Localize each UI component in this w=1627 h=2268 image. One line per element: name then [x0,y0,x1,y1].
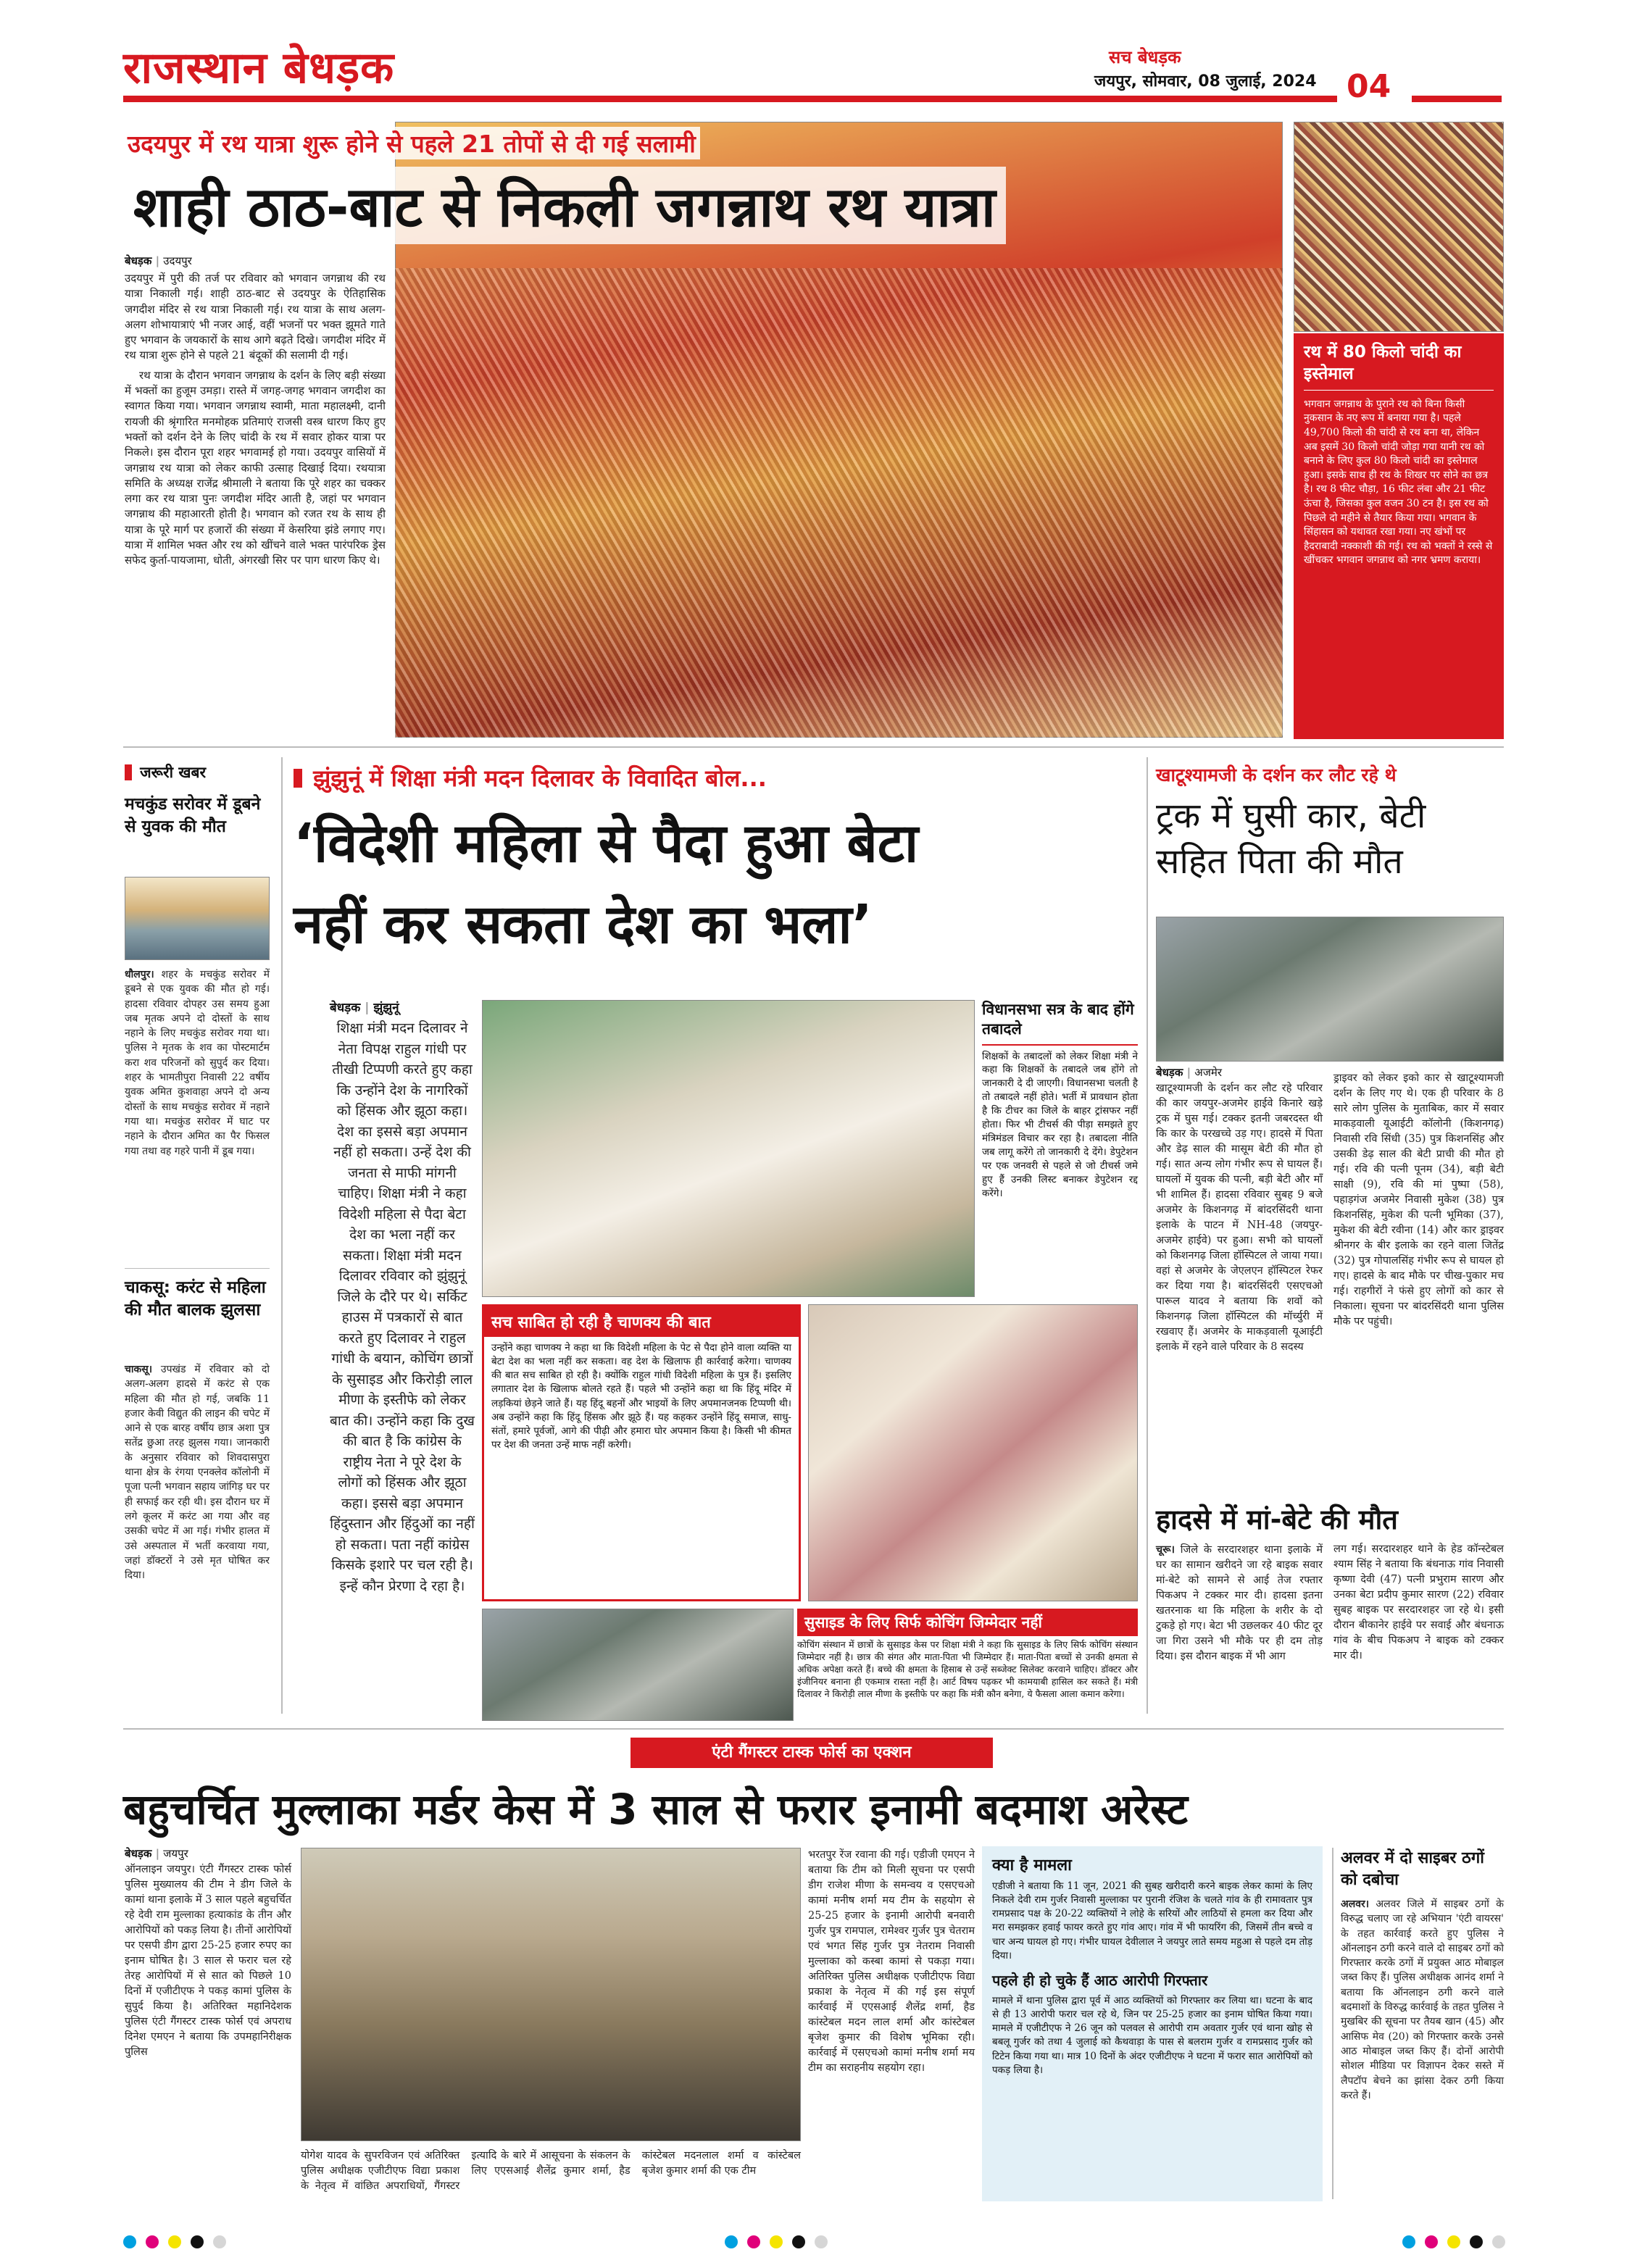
print-dots-center [725,2235,833,2251]
center-box2-text: उन्होंने कहा चाणक्य ने कहा था कि विदेशी महिला के पेट से पैदा होने वाला व्यक्ति या बेटा देश का भला नहीं कर सकता। वह देश के खिलाफ ही कार्रवाई करेगा। चाणक्य की बात सच साबित हो रही है। क्योंकि राहुल गांधी विदेशी महिला के पुत्र हैं। इसलिए लगातार देश के खिलाफ बोलते रहते हैं। पहले भी उन्होंने कहा था कि हिंदू मंदिर में लड़कियां छेड़ने जाते हैं। यह हिंदू बहनों और भाइयों के लिए अपमानजनक टिप्पणी थी। अब उन्होंने कहा कि हिंदू हिंसक और झूठे हैं। यह कहकर उन्होंने हिंदू समाज, साधु-संतों, हमारे पूर्वजों, आगे की पीढ़ी और हमारा घोर अपमान किया है। किसी भी कीमत पर देश की जनता उन्हें माफ नहीं करेगी। [491,1342,791,1451]
print-dot-yellow [168,2235,181,2248]
lead-body-para-1: उदयपुर में पुरी की तर्ज पर रविवार को भगवान जगन्नाथ की रथ यात्रा निकाली गई। शाही ठाठ-बाट से उदयपुर के ऐतिहासिक जगदीश मंदिर से रथ यात्रा निकाली गई। रथ यात्रा के साथ अलग-अलग शोभायात्राएं भी नजर आई, वहीं भजनों पर भक्त झूमते गाते हुए भगवान के जयकारों के साथ आगे बढ़ते दिखे। जगदीश मंदिर में रथ यात्रा शुरू होने से पहले 21 बंदूकों की सलामी दी गई। [125,272,386,362]
bottom-column-rule [1332,1848,1333,2199]
lead-photo-crowd-overlay [395,268,1283,738]
brief-section-label [125,762,270,784]
brief-item2-title: चाकसू: करंट से महिला की मौत बालक झुलसा [125,1278,266,1320]
bottom-box-text: एडीजी ने बताया कि 11 जून, 2021 की सुबह खरीदारी करने बाइक लेकर कामां के लिए निकले देवी राम गुर्जर निवासी मुल्लाका पर पुरानी रंजिश के चलते गांव के ही रामावतार पुत्र रामप्रसाद पक्ष के 20-22 व्यक्तियों ने लोहे के सरियों और लाठियों से हमला कर दिया और मरा समझकर हवाई फायर करते हुए गांव आए। गांव में भी फायरिंग की, जिसमें तीन बच्चे व चार अन्य घायल हो गए। गंभीर घायल देवीलाल ने जयपुर लाते समय महुआ से पहले दम तोड़ दिया। [992,1880,1312,1961]
right-col2: ड्राइवर को लेकर इको कार से खाटूश्यामजी दर्शन के लिए गए थे। एक ही परिवार के 8 सारे लोग पुलिस के मुताबिक, कार में सवार माकड़वाली यूआईटी कॉलोनी (किशनगढ़) निवासी रवि सिंधी (35) पुत्र किशनसिंह और उसकी डेढ़ साल की बेटी प्राची की मौत हो गई। रवि की पत्नी पूनम (34), बड़ी बेटी साक्षी (9), रवि की मां पुष्पा (58), पहाड़गंज अजमेर निवासी मुकेश (38) पुत्र किशनसिंह, मुकेश की पत्नी भूमिका (37), मुकेश की बेटी रवीना (14) और कार ड्राइवर श्रीनगर के बीर इलाके का रहने वाला जितेंद्र (32) पुत्र गोपालसिंह गंभीर रूप से घायल हो गए। हादसे के बाद मौके पर चीख-पुकार मच गई। राहगीरों ने फंसे हुए लोगों को कार से निकाला। सूचना पर बांदरसिंदरी थाना पुलिस मौके पर पहुंची। [1333,1072,1504,1328]
center-photo-1 [482,1000,975,1297]
right-col1: खाटूश्यामजी के दर्शन कर लौट रहे परिवार की कार जयपुर-अजमेर हाईवे किनारे खड़े ट्रक में घुस गई। टक्कर इतनी जबरदस्त थी कि कार के परखच्चे उड़ गए। हादसे में पिता और डेढ़ साल की मासूम बेटी की मौत हो गई। सात अन्य लोग गंभीर रूप से घायल हैं। घायलों में युवक की पत्नी, बड़ी बेटी और माँ भी शामिल हैं। हादसा रविवार सुबह 9 बजे अजमेर के किशनगढ़ में बांदरसिंदरी थाना इलाके के पाटन में NH-48 (जयपुर-अजमेर हाईवे) पर हुआ। सभी को घायलों को किशनगढ़ जिला हॉस्पिटल ले जाया गया। वहां से अजमेर के जेएलएन हॉस्पिटल रेफर कर दिया गया है। बांदरसिंदरी एसएचओ पारूल यादव ने बताया कि शवों को किशनगढ़ जिला हॉस्पिटल की मॉर्च्युरी में रखवाए हैं। अजमेर के माकड़वाली यूआईटी इलाके में रहने वाले परिवार के 8 सदस्य [1156,1083,1323,1354]
print-dot-black [1470,2235,1483,2248]
bottom-side-body [1341,1897,1504,2103]
bottom-box-title: क्या है मामला [992,1856,1072,1875]
print-dot-gray [1492,2235,1505,2248]
bottom-col3: भरतपुर रेंज रवाना की गई। एडीजी एमएन ने बताया कि टीम को मिली सूचना पर एसपी डीग राजेश मीणा के समन्वय व एसएचओ कामां मनीष शर्मा मय टीम के सहयोग से 25-25 हजार के इनामी आरोपी बनवारी गुर्जर पुत्र रामपाल, रामेश्वर गुर्जर पुत्र चेतराम एवं भगत सिंह गुर्जर पुत्र नेतराम निवासी मुल्लाका को कस्बा कामां से पकड़ा गया। अतिरिक्त पुलिस अधीक्षक एजीटीएफ विद्या प्रकाश के नेतृत्व में की गई इस संपूर्ण कार्रवाई में एएसआई शैलेंद्र शर्मा, हैड कांस्टेबल मदन लाल शर्मा और कांस्टेबल बृजेश कुमार की विशेष भूमिका रही। कार्रवाई में एसएचओ कामां मनीष शर्मा मय टीम का सराहनीय सहयोग रहा। [808,1849,975,2075]
print-dot-magenta [747,2235,760,2248]
bottom-banner: एंटी गैंगस्टर टास्क फोर्स का एक्शन [631,1738,993,1768]
right-headline: ट्रक में घुसी कार, बेटी सहित पिता की मौत [1156,796,1426,883]
bottom-byline: बेधड़क | जयपुर [125,1847,188,1860]
lead-byline: बेधड़क | उदयपुर [125,254,192,267]
brief-item1-title: मचकुंड सरोवर में डूबने से युवक की मौत [125,795,261,837]
print-dot-magenta [146,2235,159,2248]
center-box1-text: शिक्षकों के तबादलों को लेकर शिक्षा मंत्री ने कहा कि शिक्षकों के तबादले जब होंगे तो जानकारी दे दी जाएगी। विधानसभा चलती है तो तबादले नहीं होते। भर्ती में प्रावधान होता है कि टीचर का जिले के बाहर ट्रांसफर नहीं होता। फिर भी टीचर्स की पीड़ा समझते हुए मंत्रिमंडल विचार कर रहा है। तबादला नीति जब लागू करेंगे तो जानकारी दे देंगे। डेपुटेशन पर एक जनवरी से पहले से जो टीचर्स जमे हुए हैं उनकी लिस्ट बनाकर डेपुटेशन रद्द करेंगे। [982,1050,1138,1199]
right-kicker: खाटूश्यामजी के दर्शन कर लौट रहे थे [1156,764,1397,785]
center-box2-title: सच साबित हो रही है चाणक्य की बात [484,1306,799,1337]
center-headline-line2: नहीं कर सकता देश का भला’ [294,893,873,956]
lead-sidebar-text: भगवान जगन्नाथ के पुराने रथ को बिना किसी नुकसान के नए रूप में बनाया गया है। पहले 49,700 किलो की चांदी से रथ बना था, लेकिन अब इसमें 30 किलो चांदी जोड़ा गया यानी रथ को बनाने के लिए कुल 80 किलो चांदी का इस्तेमाल हुआ। इसके साथ ही रथ के शिखर पर सोने का छत्र है। रथ 8 फीट चौड़ा, 16 फीट लंबा और 21 फीट ऊंचा है, जिसका कुल वजन 30 टन है। इस रथ को पिछले दो महीने से तैयार किया गया। भगवान के सिंहासन को यथावत रखा गया। नए खंभों पर हैदराबादी नक्काशी की गई। रथ को भक्तों ने रस्से से खींचकर भगवान जगन्नाथ को नगर भ्रमण कराया। [1304,398,1493,567]
masthead-tagline: सच बेधड़क [1109,47,1181,67]
bottom-photo [301,1848,801,2141]
center-byline-place: झुंझुनूं [373,1001,399,1015]
center-box2 [482,1304,801,1601]
print-dots-right [1402,2235,1511,2251]
bottom-photo-caption: योगेश यादव के सुपरविजन एवं अतिरिक्त पुलिस अधीक्षक एजीटीएफ विद्या प्रकाश के नेतृत्व में वांछित अपराधियों, गैंगस्टर इत्यादि के बारे में आसूचना के संकलन के लिए एएसआई शैलेंद्र कुमार शर्मा, हैड कांस्टेबल मदनलाल शर्मा व कांस्टेबल बृजेश कुमार शर्मा की एक टीम [301,2150,801,2193]
lead-body-para-2: रथ यात्रा के दौरान भगवान जगन्नाथ के दर्शन के लिए बड़ी संख्या में भक्तों का हुजूम उमड़ा। रास्ते में जगह-जगह भगवान जगदीश का स्वागत किया गया। भगवान जगन्नाथ स्वामी, माता महालक्ष्मी, दानी रायजी की श्रृंगारित मनमोहक प्रतिमाएं राजसी वस्त्र धारण किए हुए भक्तों को दर्शन देने के लिए चांदी के रथ में सवार होकर यात्रा पर निकले। इस दौरान पूरा शहर भगवामई हो गया। उदयपुर वासियों में जगन्नाथ रथ यात्रा को लेकर काफी उत्साह दिखाई दिया। रथयात्रा समिति के अध्यक्ष राजेंद्र श्रीमाली ने बताया कि पूरे शहर का चक्कर लगा कर रथ यात्रा पुनः जगदीश मंदिर आती है, जहां पर भगवान जगन्नाथ की महाआरती होती है। भगवान को रजत रथ के साथ ही यात्रा के पूरे मार्ग पर हजारों की संख्या में केसरिया झंडे लगाए गए। यात्रा में शामिल भक्त और रथ को खींचने वाले भक्त पारंपरिक ड्रेस सफेद कुर्ता-पायजामा, धोती, अंगरखी सिर पर पाग धारण किए थे। [125,368,386,567]
right-sub-headline: हादसे में मां-बेटे की मौत [1156,1504,1398,1535]
column-rule-left [281,757,283,1714]
lead-side-photo [1294,122,1504,332]
lead-byline-place: उदयपुर [163,254,192,267]
right-sub-col2: लग गई। सरदारशहर थाने के हेड कॉन्स्टेबल श्याम सिंह ने बताया कि बंधनाऊ गांव निवासी कृष्णा देवी (47) पत्नी प्रभुराम सारण और उनका बेटा प्रदीप कुमार सारण (22) रविवार सुबह बाइक पर सरदारशहर जा रहे थे। इसी दौरान बीकानेर हाईवे पर सवाई और बंधनाऊ गांव के बीच पिकअप ने बाइक को टक्कर मार दी। [1333,1543,1504,1662]
lead-byline-name: बेधड़क [125,254,152,267]
center-box1-title: विधानसभा सत्र के बाद होंगे तबादले [982,1000,1138,1046]
masthead-dateline: जयपुर, सोमवार, 08 जुलाई, 2024 [1094,72,1317,91]
masthead-title: राजस्थान बेधड़क [123,43,395,93]
center-photo-2 [808,1304,1138,1601]
print-dot-black [792,2235,805,2248]
brief-item1-body [125,967,270,1159]
brief-item2-place: चाकसू। [125,1364,153,1375]
bottom-byline-name: बेधड़क [125,1847,152,1860]
right-sub-col1 [1156,1542,1323,1664]
right-sub-place: चूरू। [1156,1543,1175,1556]
brief-section-label-text: जरूरी खबर [140,764,207,781]
section-rule-1 [123,746,1504,748]
masthead [123,36,1500,120]
section-rule-2 [123,1728,1504,1730]
masthead-rule [123,96,1337,102]
lead-sidebar-title: रथ में 80 किलो चांदी का इस्तेमाल [1304,342,1494,391]
print-dot-cyan [123,2235,136,2248]
right-sub-text-1: जिले के सरदारशहर थाना इलाके में घर का सामान खरीदने जा रहे बाइक सवार मां-बेटे को सामने से आई तेज रफ्तार पिकअप ने टक्कर मार दी। हादसा इतना खतरनाक था कि महिला के शरीर के दो टुकड़े हो गए। बेटा भी उछलकर 40 फीट दूर जा गिरा उसने भी मौके पर ही दम तोड़ दिया। इस दौरान बाइक में भी आग [1156,1544,1323,1663]
bottom-headline: बहुचर्चित मुल्लाका मर्डर केस में 3 साल से फरार इनामी बदमाश अरेस्ट [123,1785,1188,1834]
right-photo [1156,917,1504,1062]
bottom-box-sub-text: मामले में थाना पुलिस द्वारा पूर्व में आठ व्यक्तियों को गिरफ्तार कर लिया था। घटना के बाद से ही 13 आरोपी फरार चल रहे थे, जिन पर 25-25 हजार का इनाम घोषित किया गया। मामले में एजीटीएफ ने 26 जून को पलवल से आरोपी राम अवतार गुर्जर एवं थाना खोह से बबलू गुर्जर को तथा 4 जुलाई को कैथवाड़ा के पास से बलराम गुर्जर व रामप्रसाद गुर्जर को टिटेन किया गया था। मात्र 10 दिनों के अंदर एजीटीएफ ने घटना में फरार सात आरोपियों को पकड़ लिया है। [992,1994,1312,2076]
center-kicker [294,762,1127,793]
print-dot-magenta [1425,2235,1438,2248]
center-byline-name: बेधड़क [330,1001,361,1015]
center-headline-line1: ‘विदेशी महिला से पैदा हुआ बेटा [294,812,919,875]
column-rule-right [1147,757,1148,1714]
center-box3-text: कोचिंग संस्थान में छात्रों के सुसाइड केस पर शिक्षा मंत्री ने कहा कि सुसाइड के लिए सिर्फ कोचिंग संस्थान जिम्मेदार नहीं है। छात्र की संगत और माता-पिता भी जिम्मेदार हैं। माता-पिता बच्चों से उनकी क्षमता से अधिक अपेक्षा करते हैं। बच्चे की क्षमता के हिसाब से उन्हें सब्जेक्ट सिलेक्ट करवाने चाहिए। डॉक्टर और इंजीनियर बनाना ही एकमात्र रास्ता नहीं है। आर्ट विषय पढ़कर भी कामयाबी हासिल कर सकते हैं। मंत्री दिलावर ने किरोड़ी लाल मीणा के इस्तीफे पर कहा कि मंत्री कौन बनेगा, ये फैसला आला कमान करेगा। [797,1639,1138,1699]
brief-item2-body [125,1362,270,1583]
print-dot-cyan [1402,2235,1415,2248]
center-box3 [797,1609,1138,1725]
bottom-byline-place: जयपुर [163,1847,188,1860]
brief-rule [125,1268,270,1269]
center-photo-3 [482,1609,794,1721]
bottom-col1: ऑनलाइन जयपुर। एंटी गैंगस्टर टास्क फोर्स पुलिस मुख्यालय की टीम ने डीग जिले के कामां थाना इलाके में 3 साल पहले बहुचर्चित रहे देवी राम मुल्लाका हत्याकांड के तीन और आरोपियों को पकड़ लिया है। तीनों आरोपियों पर एसपी डीग द्वारा 25-25 हजार रुपए का इनाम घोषित है। 3 साल से फरार चल रहे तेरह आरोपियों में से सात को पिछले 10 दिनों में एजीटीएफ ने पकड़ कामां पुलिस के सुपुर्द किया है। अतिरिक्त महानिदेशक पुलिस एंटी गैंगस्टर टास्क फोर्स एवं अपराध दिनेश एमएन ने बताया कि उपमहानिरीक्षक पुलिस [125,1864,291,2059]
bottom-side-text: अलवर जिले में साइबर ठगों के विरुद्ध चलाए जा रहे अभियान 'एंटी वायरस' के तहत कार्रवाई करते हुए पुलिस ने ऑनलाइन ठगी करने वाले दो साइबर ठगों को गिरफ्तार करके ठगों में प्रयुक्त आठ मोबाइल जब्त किए हैं। पुलिस अधीक्षक आनंद शर्मा ने बताया कि ऑनलाइन ठगी करने वाले बदमाशों के विरुद्ध कार्रवाई के तहत पुलिस ने मुखबिर की सूचना पर तैयब खान (45) और आसिफ मेव (20) को गिरफ्तार करके उनसे आठ मोबाइल जब्त किए हैं। दोनों आरोपी सोशल मीडिया पर विज्ञापन देकर सस्ते में लैपटॉप बेचने का झांसा देकर ठगी किया करते हैं। [1341,1898,1504,2101]
print-dots-left [123,2235,232,2251]
lead-headline: शाही ठाठ-बाट से निकली जगन्नाथ रथ यात्रा [123,167,1006,244]
lead-kicker: उदयपुर में रथ यात्रा शुरू होने से पहले 21 तोपों से दी गई सलामी [123,127,700,159]
center-body: शिक्षा मंत्री मदन दिलावर ने नेता विपक्ष राहुल गांधी पर तीखी टिप्पणी करते हुए कहा कि उन्होंने देश के नागरिकों को हिंसक और झूठा कहा। देश का इससे बड़ा अपमान नहीं हो सकता। उन्हें देश की जनता से माफी मांगनी चाहिए। शिक्षा मंत्री ने कहा विदेशी महिला से पैदा बेटा देश का भला नहीं कर सकता। शिक्षा मंत्री मदन दिलावर रविवार को झुंझुनूं जिले के दौरे पर थे। सर्किट हाउस में पत्रकारों से बात करते हुए दिलावर ने राहुल गांधी के बयान, कोचिंग छात्रों के सुसाइड और किरोड़ी लाल मीणा के इस्तीफे को लेकर बात की। उन्होंने कहा कि दुख की बात है कि कांग्रेस के राष्ट्रीय नेता ने पूरे देश के लोगों को हिंसक और झूठा कहा। इससे बड़ा अपमान हिंदुस्तान और हिंदुओं का नहीं हो सकता। पता नहीं कांग्रेस किसके इशारे पर चल रही है। इन्हें कौन प्रेरणा दे रहा है। [330,1020,475,1594]
center-kicker-text: झुंझुनूं में शिक्षा मंत्री मदन दिलावर के विवादित बोल... [313,764,767,792]
bottom-side-title: अलवर में दो साइबर ठगों को दबोचा [1341,1849,1484,1889]
brief-item1-photo [125,877,270,960]
right-byline: बेधड़क | अजमेर [1156,1066,1222,1079]
lead-sidebar-box [1294,333,1504,739]
center-box1 [982,1000,1138,1297]
print-dot-gray [815,2235,828,2248]
print-dot-black [191,2235,204,2248]
bottom-case-box [982,1846,1323,2201]
brief-item1-place: धौलपुर। [125,969,154,980]
print-dot-yellow [1447,2235,1460,2248]
lead-body [125,271,386,735]
center-byline: बेधड़क | झुंझुनूं [330,1001,399,1015]
center-box3-title: सुसाइड के लिए सिर्फ कोचिंग जिम्मेदार नहीं [797,1609,1138,1636]
brief-item1-text: शहर के मचकुंड सरोवर में डूबने से एक युवक की मौत हो गई। हादसा रविवार दोपहर उस समय हुआ जब मृतक अपने दो दोस्तों के साथ नहाने के लिए मचकुंड सरोवर गया था। पुलिस ने मृतक के शव का पोस्टमार्टम करा शव परिजनों को सुपुर्द कर दिया। शहर के भामतीपुरा निवासी 22 वर्षीय युवक अमित कुशवाहा अपने दो अन्य दोस्तों के साथ मचकुंड सरोवर में नहाने गया था। मचकुंड सरोवर में घाट पर नहाने के दौरान अमित का पैर फिसल गया तथा वह गहरे पानी में डूब गया। [125,969,270,1157]
print-dot-gray [213,2235,226,2248]
print-dot-cyan [725,2235,738,2248]
page-number: 04 [1341,68,1397,105]
bottom-side-place: अलवर। [1341,1898,1370,1910]
brief-item2-text: उपखंड में रविवार को दो अलग-अलग हादसे में करंट से एक महिला की मौत हो गई, जबकि 11 हजार केवी विद्युत की लाइन की चपेट में आने से एक बारह वर्षीय छात्र अशा पुत्र सतेंद्र छुआ तरह झुलस गया। जानकारी के अनुसार रविवार को शिवदासपुरा थाना क्षेत्र के रंगया एनक्लेव कॉलोनी में पूजा पत्नी भगवान सहाय जांगिड़ घर पर ही सफाई कर रही थी। इस दौरान घर में लगे कूलर में करंट आ गया और वह उसकी चपेट में आ गई। गंभीर हालत में उसे अस्पताल में भर्ती करवाया गया, जहां डॉक्टरों ने उसे मृत घोषित कर दिया। [125,1364,270,1582]
right-byline-place: अजमेर [1194,1066,1222,1079]
bottom-box-sub-title: पहले ही हो चुके हैं आठ आरोपी गिरफ्तार [992,1971,1208,1989]
print-dot-yellow [770,2235,783,2248]
masthead-rule-right [1412,96,1502,102]
right-byline-name: बेधड़क [1156,1066,1183,1079]
